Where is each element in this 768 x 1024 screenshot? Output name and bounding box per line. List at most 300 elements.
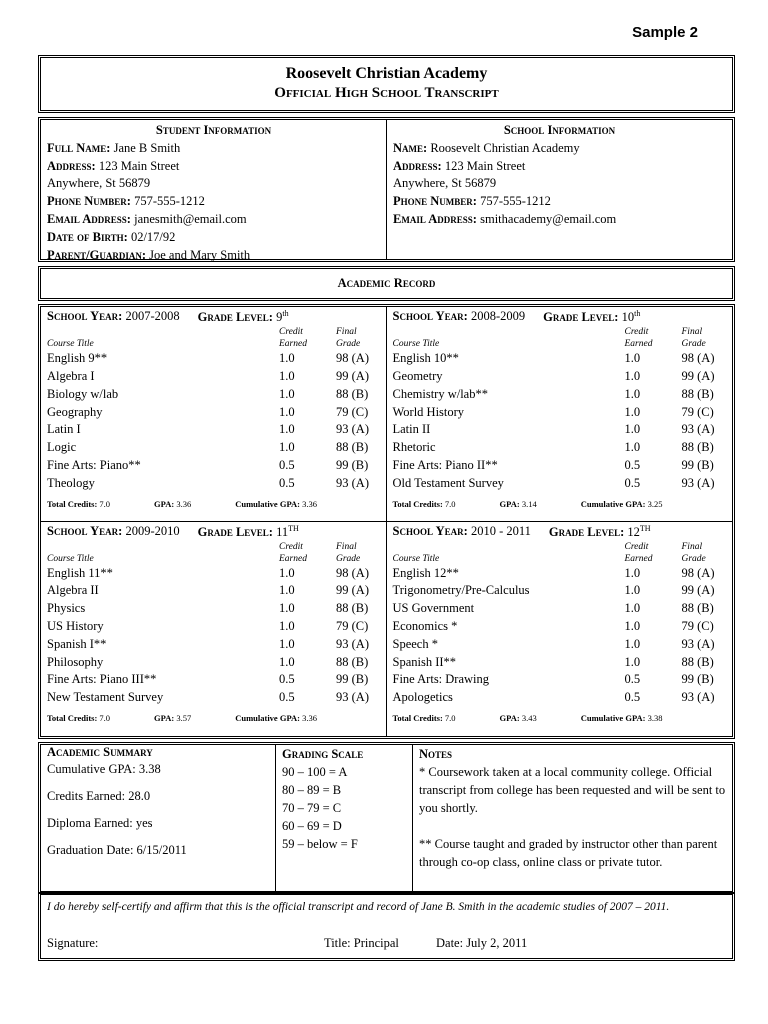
grade-level-label: Grade Level:	[543, 310, 619, 325]
grade-header	[336, 326, 380, 350]
course-row	[393, 439, 727, 457]
credit-header	[625, 326, 682, 350]
field-value: 123 Main Street	[95, 158, 180, 173]
field-value: smithacademy@email.com	[476, 211, 617, 226]
cumulative-gpa-value: 3.36	[299, 713, 317, 724]
credit-header	[279, 326, 336, 350]
grade-header-2: Grade	[681, 553, 706, 564]
total-credits-label: Total Credits:	[47, 498, 98, 509]
grade-level-value: 12	[624, 524, 640, 539]
gpa-value: 3.36	[174, 498, 192, 509]
course-table	[393, 326, 727, 492]
cumulative-gpa-value: 3.38	[645, 713, 663, 724]
field-value: Anywhere, St 56879	[47, 176, 151, 191]
course-credit: 1.0	[279, 565, 295, 580]
field-value: Roosevelt Christian Academy	[427, 140, 580, 155]
course-title: English 10**	[392, 351, 459, 366]
course-grade: 88 (B)	[336, 440, 369, 455]
course-title: Algebra I	[47, 368, 95, 383]
course-credit: 0.5	[624, 457, 641, 472]
school-year-block	[41, 522, 387, 737]
course-row	[47, 600, 380, 618]
course-row	[47, 475, 380, 493]
course-credit: 1.0	[624, 601, 641, 616]
grade-header-1: Final	[336, 541, 357, 552]
cumulative-gpa-label: Cumulative GPA:	[580, 713, 646, 724]
year-totals	[393, 499, 727, 509]
course-grade: 98 (A)	[336, 351, 369, 366]
school-year	[47, 524, 180, 540]
total-credits	[393, 713, 478, 723]
course-credit: 0.5	[279, 672, 295, 687]
academic-record-heading: Academic Record	[38, 266, 735, 301]
gpa-value: 3.14	[519, 498, 537, 509]
course-row	[393, 475, 727, 493]
note-other-instructor: ** Course taught and graded by instructor other than parent through co-op class, online class or private tutor.	[419, 837, 718, 869]
course-row	[393, 386, 727, 404]
course-grade: 79 (C)	[681, 619, 714, 634]
course-title: English 9**	[47, 351, 108, 366]
grade-level	[549, 524, 651, 540]
school-year-value: 2007-2008	[122, 309, 180, 323]
grade-header	[682, 541, 727, 565]
course-table	[47, 541, 380, 707]
course-title: US History	[47, 619, 104, 634]
course-credit: 1.0	[279, 654, 295, 669]
course-grade: 99 (B)	[681, 457, 714, 472]
gpa	[500, 713, 559, 723]
course-grade: 88 (B)	[336, 601, 369, 616]
sample-label: Sample 2	[632, 24, 698, 41]
student-field	[47, 247, 380, 265]
course-credit: 1.0	[624, 583, 641, 598]
field-label: Address:	[47, 158, 96, 173]
total-credits-value: 7.0	[442, 498, 456, 509]
course-grade: 99 (A)	[681, 583, 715, 598]
course-credit: 1.0	[279, 601, 295, 616]
gpa-value: 3.43	[519, 713, 537, 724]
course-credit: 1.0	[279, 619, 295, 634]
course-credit: 1.0	[279, 351, 295, 366]
course-row	[393, 671, 727, 689]
course-title: Physics	[47, 601, 86, 616]
course-credit: 1.0	[624, 619, 641, 634]
course-credit: 1.0	[624, 351, 641, 366]
course-row	[47, 350, 380, 368]
school-year-block	[387, 522, 733, 737]
field-label: Phone Number:	[47, 194, 131, 209]
course-title: Latin II	[392, 422, 431, 437]
course-grade: 79 (C)	[336, 404, 369, 419]
year-totals	[47, 713, 380, 723]
field-label: Parent/Guardian:	[47, 247, 146, 262]
student-field	[47, 193, 380, 211]
field-value: Jane B Smith	[110, 140, 181, 155]
course-row	[393, 636, 727, 654]
field-label: Date of Birth:	[47, 229, 128, 244]
course-credit: 1.0	[279, 422, 295, 437]
course-title: New Testament Survey	[47, 690, 164, 705]
student-info	[41, 120, 387, 262]
grade-level	[198, 524, 299, 540]
course-grade: 99 (B)	[336, 672, 369, 687]
course-credit: 1.0	[624, 368, 641, 383]
school-year-block	[387, 307, 733, 522]
school-year	[393, 524, 531, 540]
course-row	[393, 350, 727, 368]
course-grade: 98 (A)	[681, 565, 715, 580]
cumulative-gpa	[581, 713, 685, 723]
grade-level-suffix: th	[634, 309, 641, 318]
course-title: Fine Arts: Drawing	[392, 672, 490, 687]
school-year-value: 2010 - 2011	[467, 523, 531, 538]
grade-level-suffix: TH	[639, 523, 651, 533]
course-header-row	[47, 541, 380, 565]
student-info-heading: Student Information	[155, 123, 272, 137]
course-title: Theology	[47, 475, 95, 490]
course-title: Biology w/lab	[47, 386, 119, 401]
course-row	[47, 457, 380, 475]
grade-header-1: Final	[681, 327, 703, 338]
gpa	[154, 499, 213, 509]
course-title: US Government	[392, 601, 475, 616]
school-year-label: School Year:	[392, 523, 468, 538]
info-section	[38, 117, 735, 262]
year-totals	[47, 499, 380, 509]
course-grade: 98 (A)	[681, 351, 715, 366]
field-value: 123 Main Street	[441, 158, 526, 173]
course-credit: 0.5	[279, 690, 295, 705]
gpa-value: 3.57	[174, 713, 192, 724]
school-field	[393, 193, 726, 211]
school-year	[393, 309, 526, 325]
course-grade: 99 (A)	[336, 368, 369, 383]
course-title: Fine Arts: Piano II**	[392, 457, 498, 472]
cumulative-gpa-label: Cumulative GPA:	[235, 498, 300, 509]
student-field	[47, 140, 380, 158]
total-credits-label: Total Credits:	[392, 498, 443, 509]
course-grade: 93 (A)	[681, 636, 715, 651]
course-title: Rhetoric	[392, 440, 436, 455]
notes-heading: Notes	[419, 747, 453, 761]
course-row	[393, 368, 727, 386]
grade-level-value: 11	[272, 524, 289, 539]
school-year-value: 2009-2010	[122, 523, 180, 538]
course-title-header: Course Title	[47, 553, 94, 564]
course-row	[393, 654, 727, 672]
course-grade: 79 (C)	[336, 619, 369, 634]
course-title-header: Course Title	[392, 553, 440, 564]
school-field	[393, 175, 726, 193]
title-label: Title: Principal	[324, 936, 399, 950]
course-row	[47, 689, 380, 707]
course-row	[47, 386, 380, 404]
student-field	[47, 175, 380, 193]
course-title: Speech *	[392, 636, 438, 651]
course-credit: 1.0	[624, 565, 641, 580]
school-year-label: School Year:	[392, 309, 468, 323]
course-credit: 1.0	[279, 440, 295, 455]
course-credit: 1.0	[624, 404, 641, 419]
course-grade: 88 (B)	[681, 654, 714, 669]
grade-header-2: Grade	[336, 553, 361, 564]
affirmation-text: I do hereby self-certify and affirm that this is the official transcript and record of Jane B. Smith in the academic studies of 2007 – 2011.	[47, 901, 670, 913]
credit-header-2: Earned	[279, 553, 307, 564]
date-label: Date: July 2, 2011	[436, 936, 528, 950]
notes	[413, 745, 732, 891]
course-row	[393, 421, 727, 439]
grade-header	[336, 541, 380, 565]
transcript-title: Official High School Transcript	[274, 85, 499, 101]
grade-row: 80 – 89 = B	[282, 783, 342, 797]
gpa	[154, 713, 213, 723]
course-grade: 93 (A)	[336, 475, 369, 490]
credit-header-2: Earned	[624, 553, 653, 564]
credit-header-1: Credit	[279, 541, 303, 552]
year-header	[393, 524, 727, 540]
cumulative-gpa	[581, 499, 685, 509]
course-row	[47, 582, 380, 600]
course-grade: 88 (B)	[336, 654, 369, 669]
course-grade: 93 (A)	[681, 422, 715, 437]
course-row	[393, 457, 727, 475]
course-title: English 12**	[392, 565, 459, 580]
course-credit: 1.0	[279, 404, 295, 419]
total-credits-label: Total Credits:	[47, 713, 98, 724]
course-title: Chemistry w/lab**	[392, 386, 488, 401]
grade-level-label: Grade Level:	[197, 524, 273, 539]
course-row	[393, 618, 727, 636]
summary-section	[38, 742, 735, 894]
course-row	[393, 565, 727, 583]
course-title: Economics *	[392, 619, 458, 634]
course-credit: 0.5	[624, 672, 641, 687]
course-table	[393, 541, 727, 707]
field-value: 757-555-1212	[130, 194, 205, 209]
field-label: Address:	[393, 158, 442, 173]
course-row	[47, 565, 380, 583]
year-totals	[393, 713, 727, 723]
course-grade: 93 (A)	[336, 690, 369, 705]
course-credit: 0.5	[624, 690, 641, 705]
course-grade: 99 (B)	[681, 672, 714, 687]
gpa-label: GPA:	[154, 498, 175, 509]
grade-level-label: Grade Level:	[548, 524, 625, 539]
grade-level-value: 9	[272, 310, 283, 325]
cumulative-gpa-value: 3.36	[299, 498, 317, 509]
course-row	[393, 689, 727, 707]
field-label: Name:	[393, 140, 428, 155]
grade-level-suffix: th	[282, 309, 289, 318]
credit-header	[625, 541, 682, 565]
academic-record	[38, 304, 735, 739]
course-grade: 93 (A)	[336, 422, 369, 437]
course-credit: 1.0	[624, 440, 641, 455]
student-field	[47, 229, 380, 247]
course-credit: 0.5	[279, 457, 295, 472]
grade-row: 70 – 79 = C	[282, 801, 342, 815]
school-name: Roosevelt Christian Academy	[285, 65, 488, 82]
course-title: Spanish II**	[392, 654, 457, 669]
course-grade: 98 (A)	[336, 565, 369, 580]
course-credit: 1.0	[279, 368, 295, 383]
school-year-label: School Year:	[47, 309, 123, 323]
course-grade: 93 (A)	[681, 475, 715, 490]
grade-row: 59 – below = F	[282, 837, 358, 851]
cumulative-gpa-label: Cumulative GPA:	[235, 713, 300, 724]
grade-level	[198, 309, 289, 325]
summary-item: Graduation Date: 6/15/2011	[47, 843, 187, 857]
course-row	[47, 439, 380, 457]
course-grade: 93 (A)	[681, 690, 715, 705]
grade-level	[543, 309, 640, 325]
cumulative-gpa	[235, 499, 339, 509]
field-label: Email Address:	[393, 211, 477, 226]
total-credits-value: 7.0	[97, 498, 111, 509]
course-header-row	[47, 326, 380, 350]
course-credit: 1.0	[624, 636, 641, 651]
course-row	[47, 404, 380, 422]
field-label: Email Address:	[47, 211, 131, 226]
grade-header-2: Grade	[681, 339, 706, 350]
school-year-label: School Year:	[47, 523, 123, 538]
course-title: Philosophy	[47, 654, 104, 669]
course-row	[47, 654, 380, 672]
signature-row	[47, 936, 726, 951]
total-credits-value: 7.0	[442, 713, 456, 724]
course-credit: 1.0	[279, 386, 295, 401]
note-community-college: * Coursework taken at a local community college. Official transcript from college has been requested and will be sent to you shortly.	[419, 765, 726, 815]
school-year	[47, 309, 180, 325]
grade-row: 60 – 69 = D	[282, 819, 342, 833]
school-year-block	[41, 307, 387, 522]
course-title: Fine Arts: Piano III**	[47, 672, 157, 687]
course-row	[47, 618, 380, 636]
year-header	[47, 524, 380, 540]
academic-summary	[41, 745, 276, 891]
credit-header-1: Credit	[279, 327, 303, 338]
grade-level-suffix: TH	[288, 523, 299, 533]
grade-header-2: Grade	[336, 339, 361, 350]
gpa-label: GPA:	[154, 713, 175, 724]
course-row	[47, 421, 380, 439]
field-value: 757-555-1212	[476, 194, 551, 209]
course-title-header: Course Title	[47, 339, 94, 350]
course-title: Old Testament Survey	[392, 475, 504, 490]
total-credits	[47, 499, 132, 509]
grade-header	[682, 326, 727, 350]
grading-scale-heading: Grading Scale	[282, 747, 364, 761]
credit-header-2: Earned	[279, 339, 307, 350]
academic-summary-heading: Academic Summary	[47, 745, 153, 759]
course-grade: 99 (B)	[336, 457, 369, 472]
course-grade: 99 (A)	[681, 368, 715, 383]
student-field	[47, 158, 380, 176]
course-credit: 1.0	[624, 422, 641, 437]
field-value: janesmith@email.com	[130, 211, 247, 226]
year-header	[393, 309, 727, 325]
gpa	[500, 499, 559, 509]
grade-level-label: Grade Level:	[197, 310, 273, 325]
student-field	[47, 211, 380, 229]
grade-header-1: Final	[336, 327, 357, 338]
cumulative-gpa-value: 3.25	[645, 498, 663, 509]
grade-level-value: 10	[618, 310, 635, 325]
course-grade: 88 (B)	[681, 386, 714, 401]
course-credit: 1.0	[279, 636, 295, 651]
course-table	[47, 326, 380, 492]
school-field	[393, 211, 726, 229]
credit-header	[279, 541, 336, 565]
year-header	[47, 309, 380, 325]
certification	[38, 892, 735, 961]
grade-row: 90 – 100 = A	[282, 765, 348, 779]
course-header-row	[393, 541, 727, 565]
cumulative-gpa-label: Cumulative GPA:	[580, 498, 646, 509]
total-credits	[47, 713, 132, 723]
gpa-label: GPA:	[499, 498, 520, 509]
credit-header-1: Credit	[624, 541, 649, 552]
total-credits-label: Total Credits:	[392, 713, 443, 724]
course-row	[47, 671, 380, 689]
course-row	[393, 600, 727, 618]
credit-header-2: Earned	[624, 339, 653, 350]
course-header-row	[393, 326, 727, 350]
course-title: Spanish I**	[47, 636, 107, 651]
transcript-header	[38, 55, 735, 113]
course-row	[393, 404, 727, 422]
course-grade: 93 (A)	[336, 636, 369, 651]
signature-label: Signature:	[47, 936, 99, 950]
course-row	[47, 636, 380, 654]
field-value: Joe and Mary Smith	[146, 247, 251, 262]
course-title: Algebra II	[47, 583, 99, 598]
summary-item: Diploma Earned: yes	[47, 816, 153, 830]
school-field	[393, 140, 726, 158]
summary-item: Credits Earned: 28.0	[47, 789, 151, 803]
course-row	[393, 582, 727, 600]
course-title: English 11**	[47, 565, 113, 580]
course-grade: 88 (B)	[681, 601, 714, 616]
course-title: Trigonometry/Pre-Calculus	[392, 583, 530, 598]
course-credit: 1.0	[624, 386, 641, 401]
cumulative-gpa	[235, 713, 339, 723]
course-row	[47, 368, 380, 386]
school-field	[393, 158, 726, 176]
course-credit: 0.5	[279, 475, 295, 490]
course-grade: 88 (B)	[336, 386, 369, 401]
grading-scale	[276, 745, 413, 891]
field-label: Phone Number:	[393, 194, 477, 209]
course-title: Geography	[47, 404, 103, 419]
school-year-value: 2008-2009	[467, 309, 526, 323]
school-info-heading: School Information	[503, 123, 616, 137]
course-credit: 0.5	[624, 475, 641, 490]
field-value: 02/17/92	[127, 229, 176, 244]
course-title: World History	[392, 404, 465, 419]
course-title: Latin I	[47, 422, 81, 437]
gpa-label: GPA:	[499, 713, 520, 724]
course-title: Apologetics	[392, 690, 453, 705]
course-title: Logic	[47, 440, 77, 455]
course-title-header: Course Title	[392, 339, 440, 350]
course-credit: 1.0	[279, 583, 295, 598]
school-info	[387, 120, 732, 259]
course-credit: 1.0	[624, 654, 641, 669]
total-credits-value: 7.0	[97, 713, 111, 724]
course-title: Geometry	[392, 368, 443, 383]
credit-header-1: Credit	[624, 327, 649, 338]
